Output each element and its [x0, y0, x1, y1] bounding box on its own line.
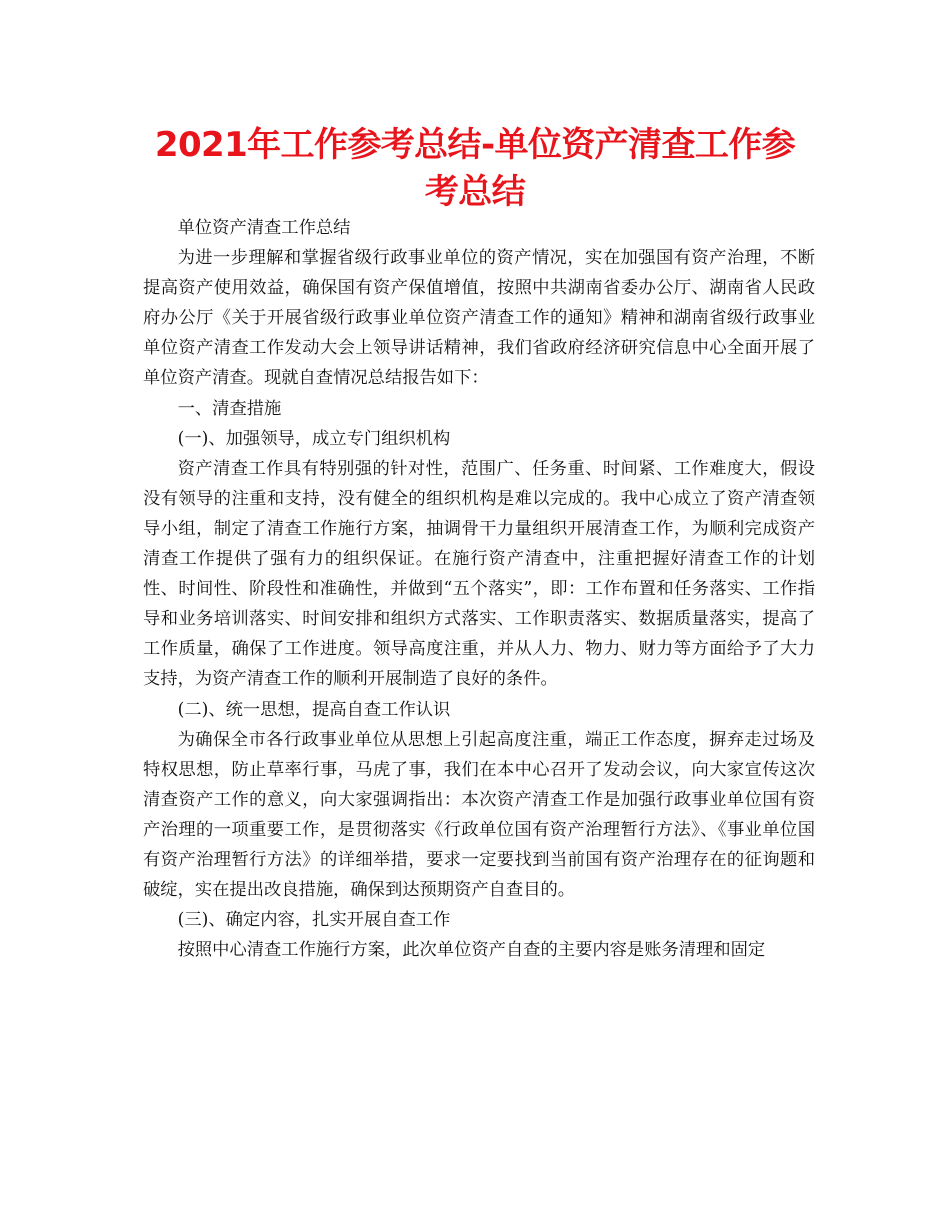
- paragraph: 按照中心清查工作施行方案，此次单位资产自查的主要内容是账务清理和固定: [177, 940, 766, 961]
- paragraph: 资产清查工作具有特别强的针对性，范围广、任务重、时间紧、工作难度大，假设没有领导的注重和支持，没有健全的组织机构是难以完成的。我中心成立了资产清查领导小组，制定了清查工作施行方案，抽调骨干力量组织开展清查工作，为顺利完成资产清查工作提供了强有力的组织保证。在施行资产清查中，注重把握好清查工作的计划性、时间性、阶段性和准确性，并做到“五个落实”，即：工作布置和任务落实、工作指导和业务培训落实、时间安排和组织方式落实、工作职责落实、数据质量落实，提高了工作质量，确保了工作进度。领导高度注重，并从人力、物力、财力等方面给予了大力支持，为资产清查工作的顺利开展制造了良好的条件。: [143, 458, 815, 690]
- subsection-heading: (二)、统一思想，提高自查工作认识: [177, 699, 451, 720]
- document-body: [143, 213, 815, 965]
- section-heading: 单位资产清查工作总结: [177, 218, 351, 238]
- section-heading: 一、清查措施: [177, 398, 282, 419]
- subsection-heading: (三)、确定内容，扎实开展自查工作: [177, 910, 451, 931]
- paragraph: 为确保全市各行政事业单位从思想上引起高度注重，端正工作态度，摒弃走过场及特权思想，防止草率行事，马虎了事，我们在本中心召开了发动会议，向大家宣传这次清查资产工作的意义，向大家强调指出：本次资产清查工作是加强行政事业单位国有资产治理的一项重要工作，是贯彻落实《行政单位国有资产治理暂行方法》、《事业单位国有资产治理暂行方法》的详细举措，要求一定要找到当前国有资产治理存在的征询题和破绽，实在提出改良措施，确保到达预期资产自查目的。: [143, 729, 815, 901]
- document-title: 2021年工作参考总结-单位资产清查工作参考总结: [154, 125, 796, 212]
- paragraph: 为进一步理解和掌握省级行政事业单位的资产情况，实在加强国有资产治理，不断提高资产使用效益，确保国有资产保值增值，按照中共湖南省委办公厅、湖南省人民政府办公厅《关于开展省级行政事业单位资产清查工作的通知》精神和湖南省级行政事业单位资产清查工作发动大会上领导讲话精神，我们省政府经济研究信息中心全面开展了单位资产清查。现就自查情况总结报告如下：: [143, 248, 815, 389]
- subsection-heading: (一)、加强领导，成立专门组织机构: [177, 428, 451, 449]
